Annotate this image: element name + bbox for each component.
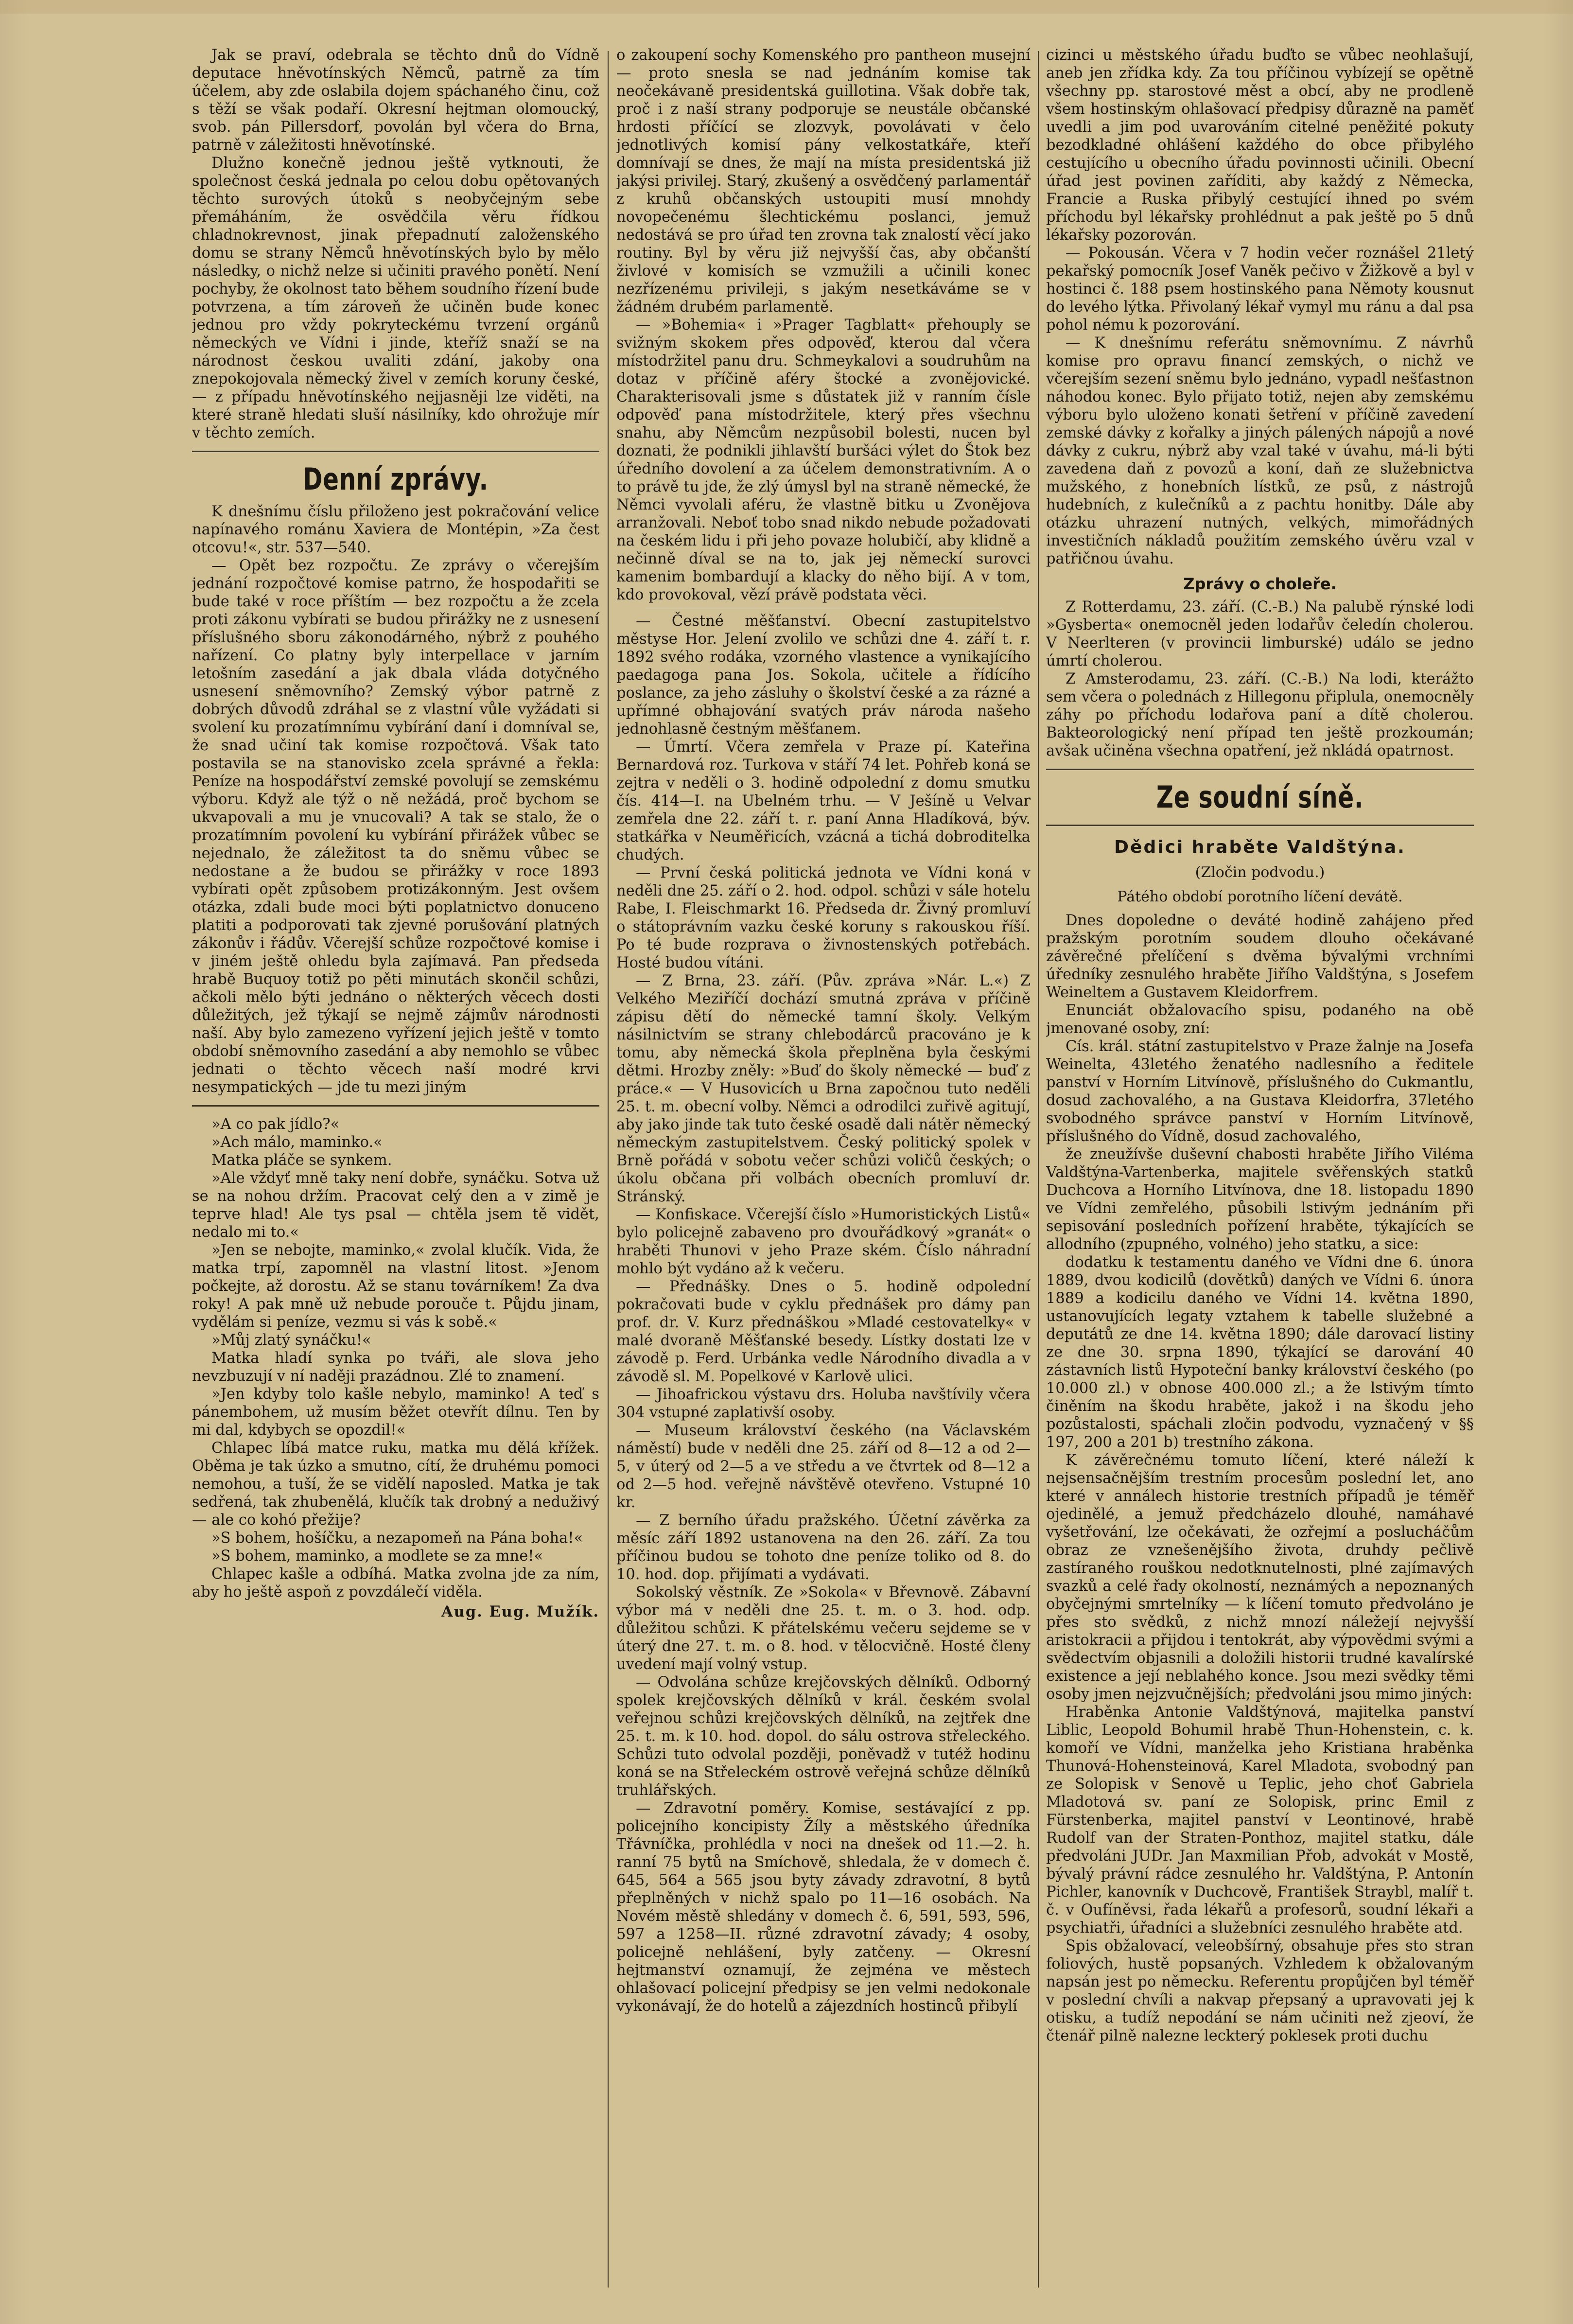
news-item: — Úmrtí. Včera zemřela v Praze pí. Kateřina Bernardová roz. Turkova v stáří 74 let. Pohřeb koná se zejtra v neděli o 3. hodině odpolední z domu smutku čís. 414—I. na Ubelném trhu. — V Ješíně u Velvar zemřela dne 22. září t. r. paní Anna Hladíková, býv. statkářka v Neuměřicích, vzácná a tichá dobroditelka chudých. (616, 739, 1031, 863)
news-item: — Jihoafrickou výstavu drs. Holuba navštívily včera 304 vstupné zaplativší osoby. (616, 1386, 1031, 1421)
news-item: Z Rotterdamu, 23. září. (C.-B.) Na palubě rýnské lodi »Gysberta« onemocněl jeden lodařův čeledín cholerou. V Neerlteren (v provincii limburské) událo se jedno úmrtí cholerou. (1046, 599, 1474, 669)
article-text: Dnes dopoledne o deváté hodině zahájeno před pražským porotním soudem dlouho očekávané závěrečné přelíčení s dvěma bývalými vrchními úředníky zesnulého hraběte Jiřího Valdštýna, s Josefem Weineltem a Gustavem Kleidorfrem. (1046, 912, 1474, 1001)
article-text: že zneužívše duševní chabosti hraběte Jiřího Viléma Valdštýna-Vartenberka, majitele svěřenských statků Duchcova a Horního Litvínova, dne 18. listopadu 1890 ve Vídni zemřelého, působili lstivým jednáním při sepisování posledních pořízení hraběte, týkajících se allodního (zpupného, volného) jeho statku, a sice: (1046, 1146, 1474, 1253)
news-item: — Čestné měšťanství. Obecní zastupitelstvo městyse Hor. Jelení zvolilo ve schůzi dne 4. září t. r. 1892 svého rodáka, vzorného vlastence a vynikajícího paedagoga pana Jos. Sokola, učitele a řídícího poslance, za jeho zásluhy o školství české a za rázné a upřímné obhajování svatých práv národa našeho jednohlasně čestným měšťanem. (616, 613, 1031, 738)
column-2 (616, 46, 1031, 2302)
article-text: — Opět bez rozpočtu. Ze zprávy o včerejším jednání rozpočtové komise patrno, že hospodařiti se bude také v roce příštím — bez rozpočtu a že zcela proti zákonu vybírati se budou přirážky ne z usnesení příslušného sboru zákonodárného, nýbrž z pouhého nařízení. Co platny byly interpellace v jarním letošním zasedání a jak dbala vláda dotyčného usnesení sněmovního? Zemský výbor patrně z dobrých důvodů zdráhal se z vlastní vůle vyžádati si svolení ku prozatímnímu vybírání daní i domníval se, že snad učiní tak komise rozpočtová. Však tato postavila se na stanovisko zcela správné a řekla: Peníze na hospodářství zemské povolují se zemskému výboru. Když ale týž o ně nežádá, proč bychom se ukvapovali a mu je vnucovali? A tak se stalo, že o prozatímním povolení ku vybírání přirážek vůbec se nejednalo, že záležitost ta do sněmu vůbec se nedostane a že budou se přirážky v roce 1893 vybírati opět způsobem protizákonným. Jest ovšem otázka, zdali bude moci býti poplatnictvo donuceno platiti a podporovati tak zjevné porušování platných zákonův i řádův. Včerejší schůze rozpočtové komise i v jiném ještě ohledu byla zajímavá. Pan předseda hrabě Buquoy totiž po pěti minutách skončil schůzi, ačkoli mělo býti jednáno o některých věcech dosti důležitých, jež týkají se nejmě zájmův národnosti naší. Aby bylo zamezeno vyřízení jejich ještě v tomto období sněmovního zasedání a aby nemohlo se vůbec jednati o těchto věcech naší modré krvi nesympatických — jde tu mezi jiným (192, 557, 599, 1096)
court-case-session: Pátého období porotního líčení devátě. (1117, 888, 1403, 905)
story-line: »Ale vždyť mně taky není dobře, synáčku. Sotva už se na nohou držím. Pracovat celý den a v zimě je teprve hlad! Ale tys psal — chtěla jsem tě vidět, nedalo mi to.« (192, 1170, 599, 1241)
article-text: Jak se praví, odebrala se těchto dnů do Vídně deputace hněvotínských Němců, patrně za tím účelem, aby zde oslabila dojem spáchaného činu, což s těží se však podaří. Okresní hejtman olomoucký, svob. pán Pillersdorf, povolán byl včera do Brna, patrně v záležitosti hněvotínské. (192, 47, 599, 154)
story-line: Chlapec kašle a odbíhá. Matka zvolna jde za ním, aby ho ještě aspoň z povzdálečí viděla. (192, 1566, 599, 1601)
page-edge-shadow (0, 0, 1573, 14)
story-line: Matka pláče se synkem. (211, 1152, 392, 1169)
story-line: »Jen se nebojte, maminko,« zvolal klučík. Vida, že matka trpí, zapomněl na vlastní litost. »Jenom počkejte, až dorostu. Až se stanu továrníkem! Za dva roky! A pak mně už nebude porouče t. Půjdu jinam, vydělám si peníze, vezmu si vás k sobě.« (192, 1242, 599, 1331)
news-item: — Z berního úřadu pražského. Účetní závěrka za měsíc září 1892 ustanovena na den 26. září. Za tou příčinou budou se tohoto dne peníze toliko od 8. do 10. hod. dop. přijímati a vydávati. (616, 1512, 1031, 1583)
cholera-reports-title: Zprávy o choleře. (1183, 575, 1337, 593)
article-text: o zakoupení sochy Komenského pro pantheon musejní — proto snesla se nad jednáním komise tak neočekávaně presidentská guillotina. Však dobře tak, proč i z naší strany podporuje se neustále občanské hrdosti příčící se zlozvyk, povolávati v čelo jednotlivých komisí pány velkostatkáře, kteří domnívají se dnes, že mají na místa presidentská již jakýsi privilej. Starý, zkušený a osvědčený parlamentář z kruhů občanských ustoupiti musí mnohdy novopečenému šlechtickému poslanci, jemuž nedostává se pro úřad ten zrovna tak znalostí věcí jako routiny. Byl by věru již nejvyšší čas, aby občanští živlové v komisích se vzmužili a učinili konec nezřízenému privileji, s jakým nesetkáváme se v žádném drubém parlamentě. (616, 47, 1031, 316)
story-line: »A co pak jídlo?« (211, 1116, 340, 1133)
column-rule (1038, 51, 1039, 2288)
column-1 (192, 46, 599, 2278)
news-item: — Konfiskace. Včerejší číslo »Humoristických Listů« bylo policejně zabaveno pro dvouřádkový »granát« o hraběti Thunovi v jeho Praze ském. Číslo náhradní mohlo být vydáno až k večeru. (616, 1206, 1031, 1277)
article-text: Hraběnka Antonie Valdštýnová, majitelka panství Liblic, Leopold Bohumil hrabě Thun-Hohenstein, c. k. komoří ve Vídni, manželka jeho Kristiana hraběnka Thunová-Hohensteinová, Karel Mladota, svobodný pan ze Solopisk v Senově u Teplic, jeho choť Gabriela Mladotová sv. paní ze Solopisk, princ Emil z Fürstenberka, majitel panství v Leontinové, hrabě Rudolf van der Straten-Ponthoz, majitel statku, dále předvoláni JUDr. Jan Maxmilian Přob, advokát v Mostě, bývalý právní rádce zesnulého hr. Valdštýna, P. Antonín Pichler, kanovník v Duchcově, František Straybl, malíř t. č. v Oufíněvsi, řada lékařů a profesorů, soudní lékaři a psychiatři, úřadníci a služebníci zesnulého hraběte atd. (1046, 1704, 1474, 1937)
story-line: »Ach málo, maminko.« (211, 1134, 383, 1151)
novel-notice: K dnešnímu číslu přiloženo jest pokračování velice napínavého románu Xaviera de Montépin, »Za čest otcovu!«, str. 537—540. (192, 503, 599, 556)
feuilleton-divider (192, 1105, 599, 1107)
story-line: Matka hladí synka po tváři, ale slova jeho nevzbuzují v ní naději prazádnou. Zlé to znamení. (192, 1350, 599, 1385)
section-divider (1046, 769, 1474, 770)
news-item: — Z Brna, 23. září. (Pův. zpráva »Nár. L.«) Z Velkého Meziříčí dochází smutná zpráva v příčině zápisu dětí do německé tamní školy. Velkým násilnictvím se strany chlebodárců pracováno je k tomu, aby německá škola přeplněna byla českými dětmi. Hrozby zněly: »Buď do školy německé — buď z práce.« — V Husovicích u Brna započnou tuto neděli 25. t. m. obecní volby. Němci a odrodilci zuřivě agitují, aby jako jinde tak tuto české osadě dali nátěr německý německým zastupitelstvem. Český politický spolek v Brně pořádá v sobotu večer schůzi voličů českých; o úkolu občana při volbách obecních promluví dr. Stránský. (616, 972, 1031, 1205)
article-text: dodatku k testamentu daného ve Vídni dne 6. února 1889, dvou kodicilů (dovětků) daných ve Vídni 6. února 1889 a kodicilu daného ve Vídni 14. května 1890, ustanovujících legaty vztahem k tabelle služebné a deputátů ze dne 14. května 1890; dále darovací listiny ze dne 30. srpna 1890, týkající se darování 40 zástavních listů Hypoteční banky království českého (po 10.000 zl.) v obnose 400.000 zl.; a že lstivým tímto činěním na škodu hraběte, jakož i na škodu jeho pozůstalosti, spáchali zločin podvodu, vyznačený v §§ 197, 200 a 201 b) trestního zákona. (1046, 1254, 1474, 1451)
story-line: »S bohem, maminko, a modlete se za mne!« (211, 1548, 543, 1565)
article-text: Spis obžalovací, veleobšírný, obsahuje přes sto stran foliových, hustě popsaných. Vzhledem k obžalovaným napsán jest po německu. Referentu propůjčen byl téměř v poslední chvíli a nakvap přepsaný a upravovati jej k otisku, a tudíž nepodání se nám učiniti než zjeoví, že čtenář pilně nalezne leckterý poklesek proti duchu (1046, 1937, 1474, 2044)
news-item: — Přednášky. Dnes o 5. hodině odpolední pokračovati bude v cyklu přednášek pro dámy pan prof. dr. V. Kurz přednáškou »Mladé cestovatelky« v malé dvoraně Měšťanské besedy. Lístky dostati lze v závodě p. Ferd. Urbánka vedle Národního divadla a v závodě sl. M. Popelkové v Karlově ulici. (616, 1278, 1031, 1385)
article-text: K závěrečnému tomuto líčení, které náleží k nejsensačnějším trestním procesům poslední let, ano které v annálech historie trestních případů je téměř ojedinělé, a jemuž předcházelo dlouhé, namáhavé vyšetřování, lze očekávati, že ozřejmí a poslucháčům obraz ze vznešenějšího života, druhdy pečlivě zastíraného rouškou nedotknutelnosti, plné zajímavých svazků a celé řady okolností, neznámých a nepoznaných obyčejnými smrtelníky — k líčení tomuto předvoláno je přes sto svědků, z nichž mnozí náležejí nejvyšší aristokracii a přijdou i tentokrát, aby výpovědmi svými a svědectvím objasnili a doložili historii trudné kavalírské existence a její neblahého konce. Jsou mezi svědky těmi osoby jmen nejzvučnějších; předvoláni jsou mimo jiných: (1046, 1452, 1474, 1703)
story-line: Chlapec líbá matce ruku, matka mu dělá křížek. Oběma je tak úzko a smutno, cítí, že druhému pomoci nemohou, a tuší, že se vidělí naposled. Matka je tak sedřená, tak zhubenělá, klučík tak drobný a neduživý — ale co kohó přežije? (192, 1440, 599, 1529)
article-text: cizinci u městského úřadu buďto se vůbec neohlašují, aneb jen zřídka kdy. Za tou příčinou vybízejí se opětně všechny pp. starostové měst a obcí, aby ne prodleně všem hostinským ohlašovací předpisy důrazně na paměť uvedli a jim pod uvarováním citelné peněžité pokuty bezodkladné ohlášení každého do obce přibylého cestujícího u obecního úřadu povinnosti učinili. Obecní úřad jest povinen zaříditi, aby každý z Německa, Francie a Ruska přibylý cestující ihned po svém příchodu byl lékařsky prohlédnut a pak ještě po 5 dnů lékařsky pozorován. (1046, 47, 1474, 244)
section-divider (1046, 825, 1474, 826)
news-item: — Museum království českého (na Václavském náměstí) bude v neděli dne 25. září od 8—12 a od 2—5, v úterý od 2—5 a ve středu a ve čtvrtek od 8—12 a od 2—5 hod. veřejně návštěvě otevřeno. Vstupné 10 kr. (616, 1422, 1031, 1511)
section-title-denni-zpravy: Denní zprávy. (303, 461, 489, 497)
story-line: »Můj zlatý synáčku!« (211, 1332, 371, 1349)
story-line: »Jen kdyby tolo kašle nebylo, maminko! A teď s pánembohem, už musím běžet otevřít dílnu. Ten by mi dal, kdybych se opozdil!« (192, 1386, 599, 1439)
story-line: »S bohem, hošíčku, a nezapomeň na Pána boha!« (211, 1530, 583, 1547)
court-case-charge: (Zločin podvodu.) (1195, 864, 1325, 881)
news-item: — Zdravotní poměry. Komise, sestávající z pp. policejního koncipisty Žíly a městského úředníka Třávníčka, prohlédla v noci na dnešek od 11.—2. h. ranní 75 bytů na Smíchově, shledala, že v domech č. 645, 564 a 565 jsou byty závady zdravotní, 8 bytů přeplněných v nichž spalo po 11—16 osobách. Na Novém městě shledány v domech č. 6, 591, 593, 596, 597 a 1258—II. různé zdravotní závady; 4 osoby, policejně nehlášení, byly zatčeny. — Okresní hejtmanství oznamují, že zejména ve městech ohlašovací policejní předpisy se jen velmi nedokonale vykonávají, že do hotelů a zájezdních hostinců přibylí (616, 1800, 1031, 2015)
article-text: Dlužno konečně jednou ještě vytknouti, že společnost česká jednala po celou dobu opětovaných těchto surových útoků s neobyčejným sebe přemáháním, že osvědčila věru řídkou chladnokrevnost, jinak přepadnutí založenského domu se strany Němců hněvotínských bylo by mělo následky, o nichž nelze si učiniti pravého ponětí. Není pochyby, že okolnost tato během soudního řízení bude potvrzena, a tím zároveň že učiněn bude konec jednou pro vždy pokryteckému tvrzení orgánů německých ve Vídni i jinde, kteříž snaží se na národnost českou uvaliti zdání, jakoby ona znepokojovala německý živel v zemích koruny české, — z případu hněvotínského nejjasněji lze viděti, na které straně hledati sluší násilníky, kdo ohrožuje mír v těchto zemích. (192, 155, 599, 441)
news-item: — Odvolána schůze krejčovských dělníků. Odborný spolek krejčovských dělníků v král. českém svolal veřejnou schůzi krejčovských dělníků, na zejtřek dne 25. t. m. k 10. hod. dopol. do sálu ostrova střeleckého. Schůzi tuto odvolal později, poněvadž v tutéž hodinu koná se na Střeleckém ostrově veřejná schůze dělníků truhlářských. (616, 1674, 1031, 1799)
news-item: — První česká politická jednota ve Vídni koná v neděli dne 25. září o 2. hod. odpol. schůzi v sále hotelu Rabe, I. Fleischmarkt 16. Předseda dr. Živný promluví o státoprávním vazku české koruny s rakouskou říší. Po té bude rozprava o živnostenských potřebách. Hosté budou vítáni. (616, 864, 1031, 971)
news-item: — Pokousán. Včera v 7 hodin večer roznášel 21letý pekařský pomocník Josef Vaněk pečivo v Žižkově a byl v hostinci č. 188 psem hostinského pana Němoty kousnut do levého lýtka. Přivolaný lékař vymyl mu ránu a dal psa pohol nému k pozorování. (1046, 245, 1474, 334)
story-author: Aug. Eug. Mužík. (441, 1603, 599, 1620)
section-divider (192, 451, 599, 452)
column-3 (1046, 46, 1474, 2302)
article-text: Cís. král. státní zastupitelstvo v Praze žalnje na Josefa Weinelta, 43letého ženatého nadlesního a ředitele panství v Horním Litvínově, příslušného do Cukmantlu, dosud zachovalého, a na Gustava Kleidorfra, 37letého svobodného správce panství v Horním Litvínově, příslušného do Vídně, dosud zachovalého, (1046, 1038, 1474, 1145)
section-title-court: Ze soudní síně. (1156, 779, 1364, 815)
article-text: Enunciát obžalovacího spisu, podaného na obě jmenované osoby, zní: (1046, 1002, 1474, 1037)
news-item: Sokolský věstník. Ze »Sokola« v Břevnově. Zábavní výbor má v neděli dne 25. t. m. o 3. hod. odp. důležitou schůzi. K přátelskému večeru sejdeme se v úterý dne 27. t. m. o 8. hod. v tělocvičně. Hosté členy uvedení mají volný vstup. (616, 1584, 1031, 1673)
news-item: — K dnešnímu referátu sněmovnímu. Z návrhů komise pro opravu financí zemských, o nichž ve včerejším sezení sněmu bylo jednáno, vypadl nešťastnon náhodou konec. Bylo přijato totiž, nejen aby zemskému výboru bylo uloženo konati šetření v příčině zavedení zemské dávky z kořalky a jiných pálených nápojů a nové dávky z cukru, nýbrž aby vzal také v úvahu, má-li býti zavedena daň z povozů a koní, daň ze služebnictva mužského, z honebních lístků, ze psů, z nástrojů hudebních, z kulečníků a z pachtu honitby. Dále aby otázku uhrazení nutných, velkých, mimořádných investičních nákladů použitím zemského úvěru vzal v patřičnou úvahu. (1046, 335, 1474, 567)
news-item: Z Amsterodamu, 23. září. (C.-B.) Na lodi, kterážto sem včera o polednách z Hillegonu připlula, onemocněly záhy po příchodu lodařova paní a dítě cholerou. Bakteorologický není případ ten ještě prozkoumán; avšak učiněna všechna opatření, jež nkládá opatrnost. (1046, 670, 1474, 759)
court-case-title: Dědici hraběte Valdštýna. (1114, 837, 1406, 857)
article-text: — »Bohemia« i »Prager Tagblatt« přehouply se svižným skokem přes odpověď, kterou dal včera místodržitel panu dru. Schmeykalovi a soudruhům na dotaz v příčině aféry štocké a zvonějovické. Charakterisovali jsme s důstatek již v ranním čísle odpověď pana místodržitele, který přes všechnu snahu, aby Němcům nezpůsobil bolesti, nucen byl doznati, že podnikli jihlavští buršáci výlet do Štok bez úředního dovolení a za účelem demonstrativním. A o to právě tu jde, že zlý úmysl byl na straně německé, že Němci vyvolali aféru, že vlastně bitku u Zvonějova arranžovali. Neboť tobo snad nikdo nebude požadovati na českém lidu i při jeho povaze holubičí, aby klidně a nečinně díval se na to, jak jej německí surovci kamenim bombardují a klacky do něho bijí. A v tom, kdo provokoval, vězí právě podstata věci. (616, 317, 1031, 603)
column-rule (608, 51, 609, 2288)
